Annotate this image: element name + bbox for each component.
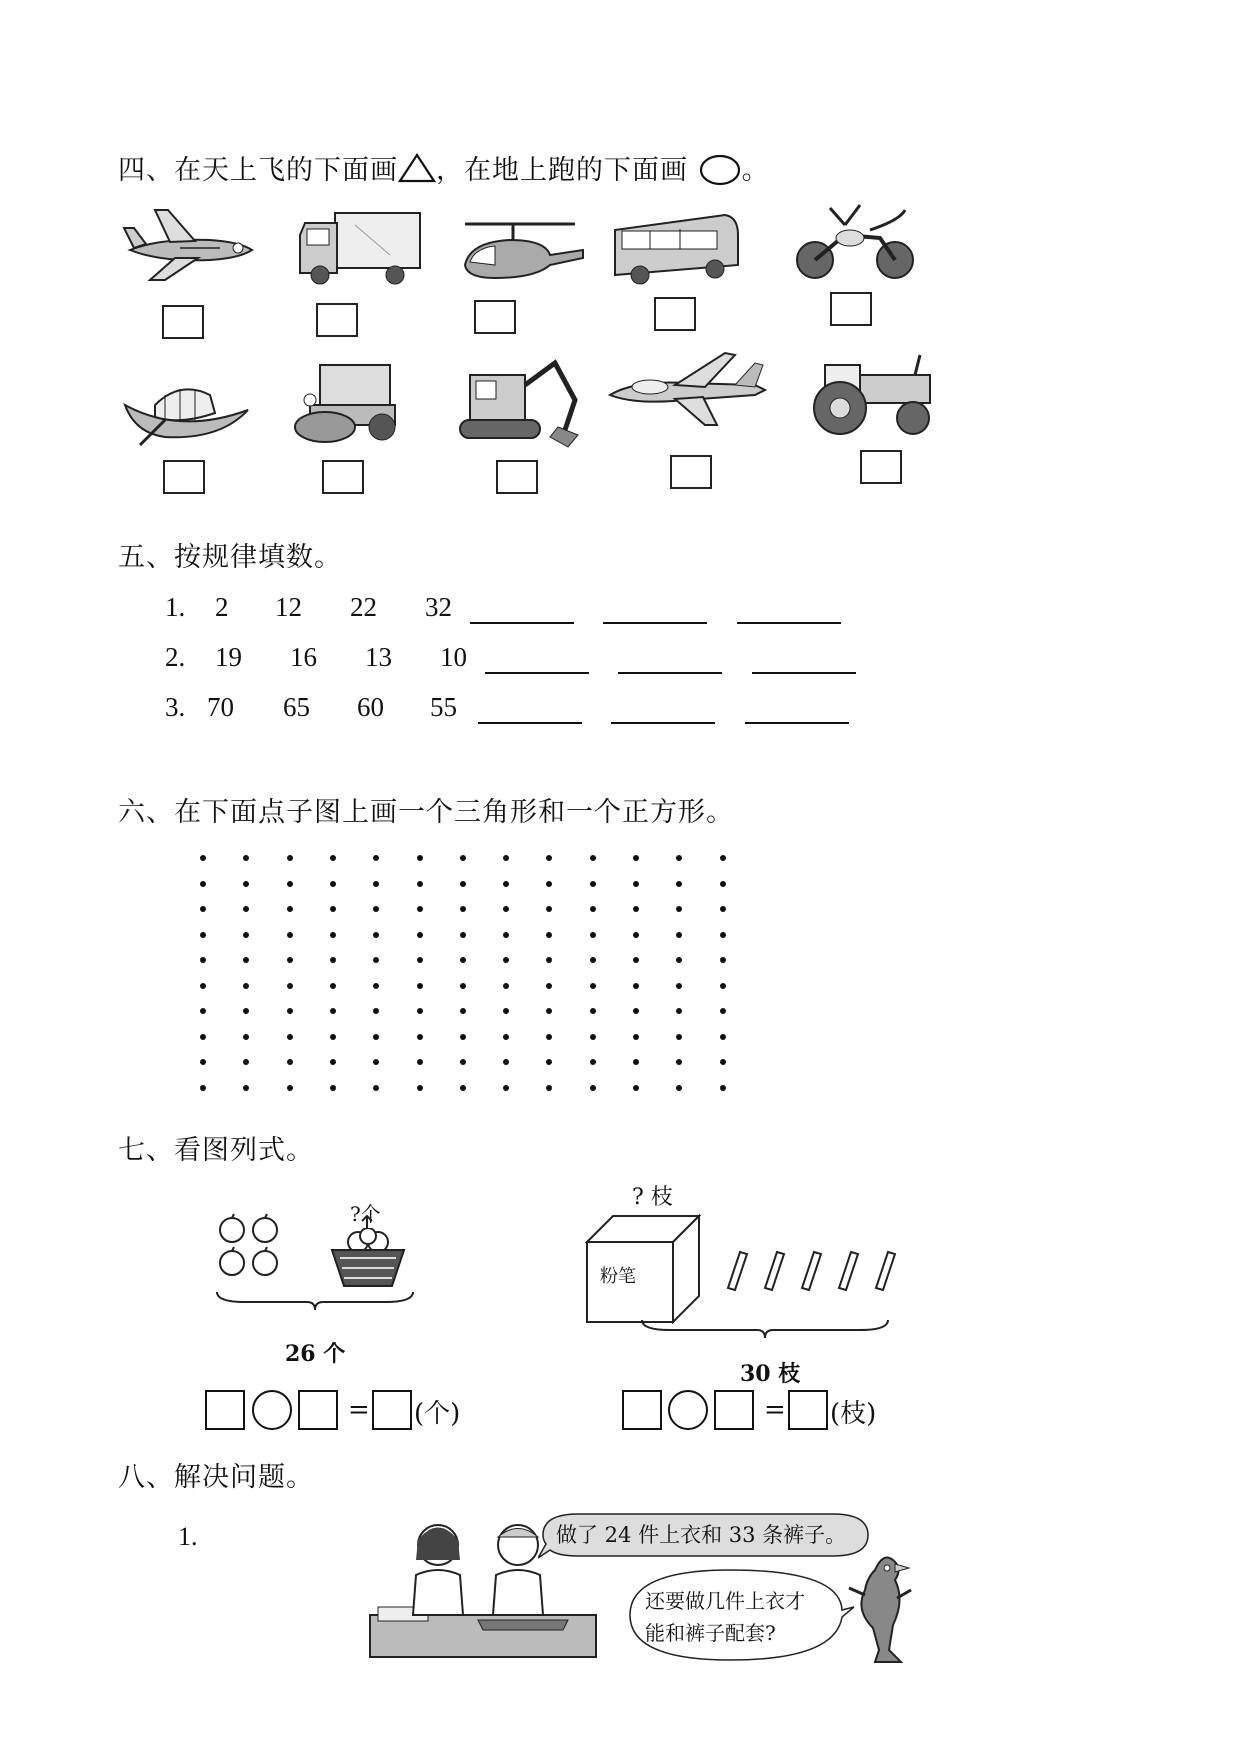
grid-dot[interactable]	[546, 932, 552, 938]
seq-value: 70	[207, 692, 234, 722]
grid-dot[interactable]	[720, 906, 726, 912]
apples-icon	[215, 1213, 285, 1283]
grid-dot[interactable]	[633, 1059, 639, 1065]
grid-dot[interactable]	[590, 1085, 596, 1091]
grid-dot[interactable]	[720, 1008, 726, 1014]
grid-dot[interactable]	[503, 855, 509, 861]
result-box[interactable]	[372, 1390, 412, 1430]
grid-dot[interactable]	[633, 906, 639, 912]
grid-dot[interactable]	[590, 906, 596, 912]
bus-icon	[610, 205, 745, 290]
section4-title-c: 。	[741, 155, 770, 186]
grid-dot[interactable]	[546, 881, 552, 887]
seq-value: 32	[425, 592, 452, 622]
grid-dot[interactable]	[417, 906, 423, 912]
grid-dot[interactable]	[373, 906, 379, 912]
grid-dot[interactable]	[200, 1034, 206, 1040]
grid-dot[interactable]	[460, 932, 466, 938]
grid-dot[interactable]	[460, 1085, 466, 1091]
grid-dot[interactable]	[373, 855, 379, 861]
grid-dot[interactable]	[243, 1008, 249, 1014]
fill-blank[interactable]	[470, 622, 574, 624]
equation-box[interactable]	[622, 1390, 662, 1430]
grid-dot[interactable]	[330, 983, 336, 989]
grid-dot[interactable]	[287, 906, 293, 912]
grid-dot[interactable]	[287, 1034, 293, 1040]
section6-heading: 六、在下面点子图上画一个三角形和一个正方形。	[118, 797, 734, 828]
circle-icon	[698, 153, 742, 187]
grid-dot[interactable]	[503, 1008, 509, 1014]
fill-blank[interactable]	[611, 722, 715, 724]
grid-dot[interactable]	[590, 932, 596, 938]
road-roller-icon	[290, 355, 405, 445]
grid-dot[interactable]	[460, 1008, 466, 1014]
fill-blank[interactable]	[745, 722, 849, 724]
grid-dot[interactable]	[243, 881, 249, 887]
grid-dot[interactable]	[720, 1034, 726, 1040]
answer-box-excavator[interactable]	[496, 460, 538, 494]
triangle-icon	[398, 153, 436, 183]
grid-dot[interactable]	[676, 855, 682, 861]
dot-grid[interactable]	[200, 855, 740, 1095]
grid-dot[interactable]	[590, 1034, 596, 1040]
fill-blank[interactable]	[737, 622, 841, 624]
grid-dot[interactable]	[243, 855, 249, 861]
grid-dot[interactable]	[200, 932, 206, 938]
answer-box-boat[interactable]	[163, 460, 205, 494]
motorcycle-icon	[790, 200, 920, 285]
grid-dot[interactable]	[633, 881, 639, 887]
grid-dot[interactable]	[417, 855, 423, 861]
grid-dot[interactable]	[373, 1008, 379, 1014]
grid-dot[interactable]	[417, 1034, 423, 1040]
grid-dot[interactable]	[720, 932, 726, 938]
grid-dot[interactable]	[373, 932, 379, 938]
excavator-icon	[450, 355, 590, 450]
grid-dot[interactable]	[200, 957, 206, 963]
grid-dot[interactable]	[330, 906, 336, 912]
speech-bubble-1-text: 做了 24 件上衣和 33 条裤子。	[556, 1523, 847, 1547]
seq-value: 12	[275, 592, 302, 622]
grid-dot[interactable]	[243, 1085, 249, 1091]
grid-dot[interactable]	[373, 881, 379, 887]
grid-dot[interactable]	[460, 983, 466, 989]
seq-value: 60	[357, 692, 384, 722]
grid-dot[interactable]	[633, 957, 639, 963]
grid-dot[interactable]	[417, 983, 423, 989]
grid-dot[interactable]	[200, 881, 206, 887]
speech-bubble-2-line2: 能和裤子配套?	[645, 1621, 776, 1645]
seq-value: 2	[215, 592, 229, 622]
section5-heading: 五、按规律填数。	[118, 542, 342, 573]
grid-dot[interactable]	[287, 983, 293, 989]
grid-dot[interactable]	[590, 983, 596, 989]
grid-dot[interactable]	[417, 957, 423, 963]
grid-dot[interactable]	[633, 1008, 639, 1014]
equation-box[interactable]	[298, 1390, 338, 1430]
answer-box-road-roller[interactable]	[322, 460, 364, 494]
grid-dot[interactable]	[546, 1008, 552, 1014]
row-index: 3.	[165, 692, 186, 722]
speech-bubble-2-line1: 还要做几件上衣才	[645, 1589, 805, 1613]
seq-value: 16	[290, 642, 317, 672]
answer-box-fighter-jet[interactable]	[670, 455, 712, 489]
grid-dot[interactable]	[330, 1034, 336, 1040]
grid-dot[interactable]	[503, 983, 509, 989]
grid-dot[interactable]	[720, 983, 726, 989]
answer-box-tractor[interactable]	[860, 450, 902, 484]
fill-blank[interactable]	[618, 672, 722, 674]
fill-blank[interactable]	[603, 622, 707, 624]
right-unit-label: (枝)	[830, 1399, 877, 1429]
grid-dot[interactable]	[243, 906, 249, 912]
grid-dot[interactable]	[460, 957, 466, 963]
answer-box-truck[interactable]	[316, 303, 358, 337]
fill-blank[interactable]	[485, 672, 589, 674]
fighter-jet-icon	[605, 345, 770, 435]
grid-dot[interactable]	[243, 1059, 249, 1065]
grid-dot[interactable]	[417, 881, 423, 887]
grid-dot[interactable]	[633, 855, 639, 861]
grid-dot[interactable]	[546, 906, 552, 912]
section4-title-a: 四、在天上飞的下面画	[118, 155, 398, 186]
helicopter-icon	[455, 210, 590, 290]
left-question-label: ?个	[350, 1202, 381, 1226]
seq-value: 10	[440, 642, 467, 672]
result-box[interactable]	[788, 1390, 828, 1430]
grid-dot[interactable]	[287, 1085, 293, 1091]
chalk-sticks-icon	[720, 1248, 905, 1293]
section4-title-b: ，在地上跑的下面画	[436, 155, 688, 186]
sequence-row-3	[165, 692, 865, 732]
grid-dot[interactable]	[546, 1059, 552, 1065]
grid-dot[interactable]	[720, 1085, 726, 1091]
grid-dot[interactable]	[676, 881, 682, 887]
grid-dot[interactable]	[200, 983, 206, 989]
grid-dot[interactable]	[373, 1059, 379, 1065]
grid-dot[interactable]	[460, 1059, 466, 1065]
grid-dot[interactable]	[633, 1085, 639, 1091]
bird-character-icon	[845, 1550, 915, 1670]
airplane-icon	[120, 200, 260, 285]
right-total-label: 30 枝	[740, 1361, 801, 1387]
grid-dot[interactable]	[287, 855, 293, 861]
grid-dot[interactable]	[200, 855, 206, 861]
grid-dot[interactable]	[287, 881, 293, 887]
left-total-label: 26 个	[285, 1341, 346, 1367]
grid-dot[interactable]	[503, 1059, 509, 1065]
grid-dot[interactable]	[287, 1059, 293, 1065]
grid-dot[interactable]	[546, 957, 552, 963]
grid-dot[interactable]	[287, 957, 293, 963]
seq-value: 22	[350, 592, 377, 622]
grid-dot[interactable]	[330, 957, 336, 963]
grid-dot[interactable]	[417, 1085, 423, 1091]
grid-dot[interactable]	[460, 855, 466, 861]
grid-dot[interactable]	[503, 881, 509, 887]
problem-index: 1.	[178, 1522, 198, 1551]
chalk-box-label: 粉笔	[600, 1266, 636, 1287]
grid-dot[interactable]	[243, 932, 249, 938]
speech-bubble-2	[620, 1565, 855, 1665]
tractor-icon	[805, 350, 940, 440]
grid-dot[interactable]	[590, 855, 596, 861]
grid-dot[interactable]	[287, 1008, 293, 1014]
grid-dot[interactable]	[676, 906, 682, 912]
answer-box-helicopter[interactable]	[474, 300, 516, 334]
grid-dot[interactable]	[633, 1034, 639, 1040]
grid-dot[interactable]	[417, 1059, 423, 1065]
grid-dot[interactable]	[417, 932, 423, 938]
grid-dot[interactable]	[460, 906, 466, 912]
brace-icon	[215, 1290, 415, 1312]
grid-dot[interactable]	[676, 1034, 682, 1040]
grid-dot[interactable]	[330, 1085, 336, 1091]
grid-dot[interactable]	[243, 983, 249, 989]
grid-dot[interactable]	[503, 932, 509, 938]
grid-dot[interactable]	[243, 957, 249, 963]
seq-value: 55	[430, 692, 457, 722]
section8-heading: 八、解决问题。	[118, 1462, 314, 1493]
grid-dot[interactable]	[546, 855, 552, 861]
seq-value: 13	[365, 642, 392, 672]
brace-icon	[640, 1318, 890, 1340]
grid-dot[interactable]	[330, 855, 336, 861]
sequence-row-1	[165, 592, 865, 632]
truck-icon	[295, 205, 425, 290]
grid-dot[interactable]	[330, 1008, 336, 1014]
grid-dot[interactable]	[676, 932, 682, 938]
equation-box[interactable]	[714, 1390, 754, 1430]
grid-dot[interactable]	[200, 1059, 206, 1065]
grid-dot[interactable]	[460, 1034, 466, 1040]
grid-dot[interactable]	[503, 1034, 509, 1040]
grid-dot[interactable]	[633, 983, 639, 989]
grid-dot[interactable]	[373, 1034, 379, 1040]
row-index: 2.	[165, 642, 186, 672]
equals-sign: =	[764, 1395, 786, 1425]
row-index: 1.	[165, 592, 186, 622]
answer-box-bus[interactable]	[654, 297, 696, 331]
grid-dot[interactable]	[330, 881, 336, 887]
grid-dot[interactable]	[590, 1059, 596, 1065]
grid-dot[interactable]	[373, 983, 379, 989]
grid-dot[interactable]	[720, 1059, 726, 1065]
grid-dot[interactable]	[590, 1008, 596, 1014]
grid-dot[interactable]	[720, 855, 726, 861]
grid-dot[interactable]	[546, 1034, 552, 1040]
answer-box-airplane[interactable]	[162, 305, 204, 339]
grid-dot[interactable]	[720, 957, 726, 963]
grid-dot[interactable]	[676, 1085, 682, 1091]
grid-dot[interactable]	[546, 1085, 552, 1091]
grid-dot[interactable]	[590, 881, 596, 887]
operator-circle[interactable]	[668, 1390, 708, 1430]
grid-dot[interactable]	[243, 1034, 249, 1040]
grid-dot[interactable]	[590, 957, 596, 963]
grid-dot[interactable]	[200, 906, 206, 912]
answer-box-motorcycle[interactable]	[830, 292, 872, 326]
grid-dot[interactable]	[200, 1008, 206, 1014]
grid-dot[interactable]	[546, 983, 552, 989]
grid-dot[interactable]	[633, 932, 639, 938]
grid-dot[interactable]	[330, 1059, 336, 1065]
basket-icon	[328, 1228, 408, 1290]
grid-dot[interactable]	[503, 1085, 509, 1091]
grid-dot[interactable]	[676, 983, 682, 989]
grid-dot[interactable]	[676, 1059, 682, 1065]
grid-dot[interactable]	[676, 1008, 682, 1014]
left-unit-label: (个)	[414, 1399, 461, 1429]
grid-dot[interactable]	[503, 906, 509, 912]
grid-dot[interactable]	[330, 932, 336, 938]
section4-heading	[118, 148, 770, 187]
grid-dot[interactable]	[200, 1085, 206, 1091]
equals-sign: =	[348, 1395, 370, 1425]
seq-value: 19	[215, 642, 242, 672]
grid-dot[interactable]	[720, 881, 726, 887]
section7-heading: 七、看图列式。	[118, 1135, 314, 1166]
grid-dot[interactable]	[676, 957, 682, 963]
grid-dot[interactable]	[373, 1085, 379, 1091]
boat-icon	[120, 365, 255, 450]
seq-value: 65	[283, 692, 310, 722]
grid-dot[interactable]	[373, 957, 379, 963]
grid-dot[interactable]	[417, 1008, 423, 1014]
grid-dot[interactable]	[460, 881, 466, 887]
grid-dot[interactable]	[287, 932, 293, 938]
fill-blank[interactable]	[478, 722, 582, 724]
right-question-label: ? 枝	[632, 1185, 673, 1210]
equation-box[interactable]	[205, 1390, 245, 1430]
grid-dot[interactable]	[503, 957, 509, 963]
sequence-row-2	[165, 642, 865, 682]
fill-blank[interactable]	[752, 672, 856, 674]
operator-circle[interactable]	[252, 1390, 292, 1430]
